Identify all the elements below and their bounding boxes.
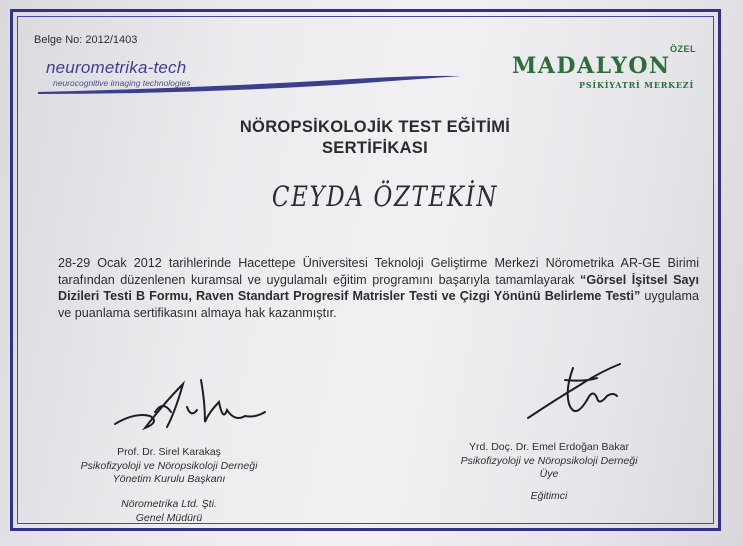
certificate-body	[58, 255, 699, 321]
document-number: Belge No: 2012/1403	[34, 34, 138, 46]
signer-left-company-name: Nörometrika Ltd. Şti.	[121, 498, 217, 510]
signature-left-icon	[105, 372, 275, 434]
neurometrika-logo	[36, 58, 466, 98]
signer-left-name: Prof. Dr. Sirel Karakaş	[117, 446, 221, 458]
title-line-1: NÖROPSİKOLOJİK TEST EĞİTİMİ	[239, 118, 511, 136]
madalyon-logo	[510, 44, 706, 94]
signer-right-title: Üye	[539, 468, 559, 480]
recipient-name: CEYDA ÖZTEKİN	[271, 180, 499, 213]
signer-left-company	[62, 498, 276, 525]
signer-left-company-title: Genel Müdürü	[135, 511, 203, 524]
certificate-title	[170, 117, 580, 159]
signer-right-organization: Psikofizyoloji ve Nöropsikoloji Derneği	[460, 454, 638, 467]
body-part-2: uygulama ve puanlama sertifikasını almaya hak kazanmıştır.	[58, 289, 699, 320]
madalyon-logo-subtitle: PSİKİYATRİ MERKEZİ	[579, 80, 694, 90]
signer-right	[440, 441, 658, 482]
madalyon-logo-name: MADALYON	[512, 53, 671, 79]
signer-left-title: Yönetim Kurulu Başkanı	[112, 473, 226, 485]
signer-left-organization: Psikofizyoloji ve Nöropsikoloji Derneği	[80, 459, 258, 472]
neurometrika-logo-name: neurometrika-tech	[46, 58, 187, 77]
body-test-names: “Görsel İşitsel Sayı Dizileri Testi B Formu, Raven Standart Progresif Matrisler Testi ve Çizgi Yönünü Belirleme Testi”	[58, 272, 699, 303]
madalyon-logo-prefix: ÖZEL	[670, 44, 696, 54]
neurometrika-logo-tagline: neurocognitive imaging technologies	[53, 78, 191, 88]
signer-left	[62, 446, 276, 487]
signer-right-name: Yrd. Doç. Dr. Emel Erdoğan Bakar	[469, 441, 629, 453]
body-part-1: 28-29 Ocak 2012 tarihlerinde Hacettepe Üniversitesi Teknoloji Geliştirme Merkezi Nörometrika AR-GE Birimi tarafından düzenlenen kuramsal ve uygulamalı eğitim programını başarıyla tamamlayarak	[58, 256, 699, 287]
signer-right-role: Eğitimci	[530, 490, 568, 502]
title-line-2: SERTİFİKASI	[322, 139, 428, 157]
signature-right-icon	[525, 360, 635, 432]
